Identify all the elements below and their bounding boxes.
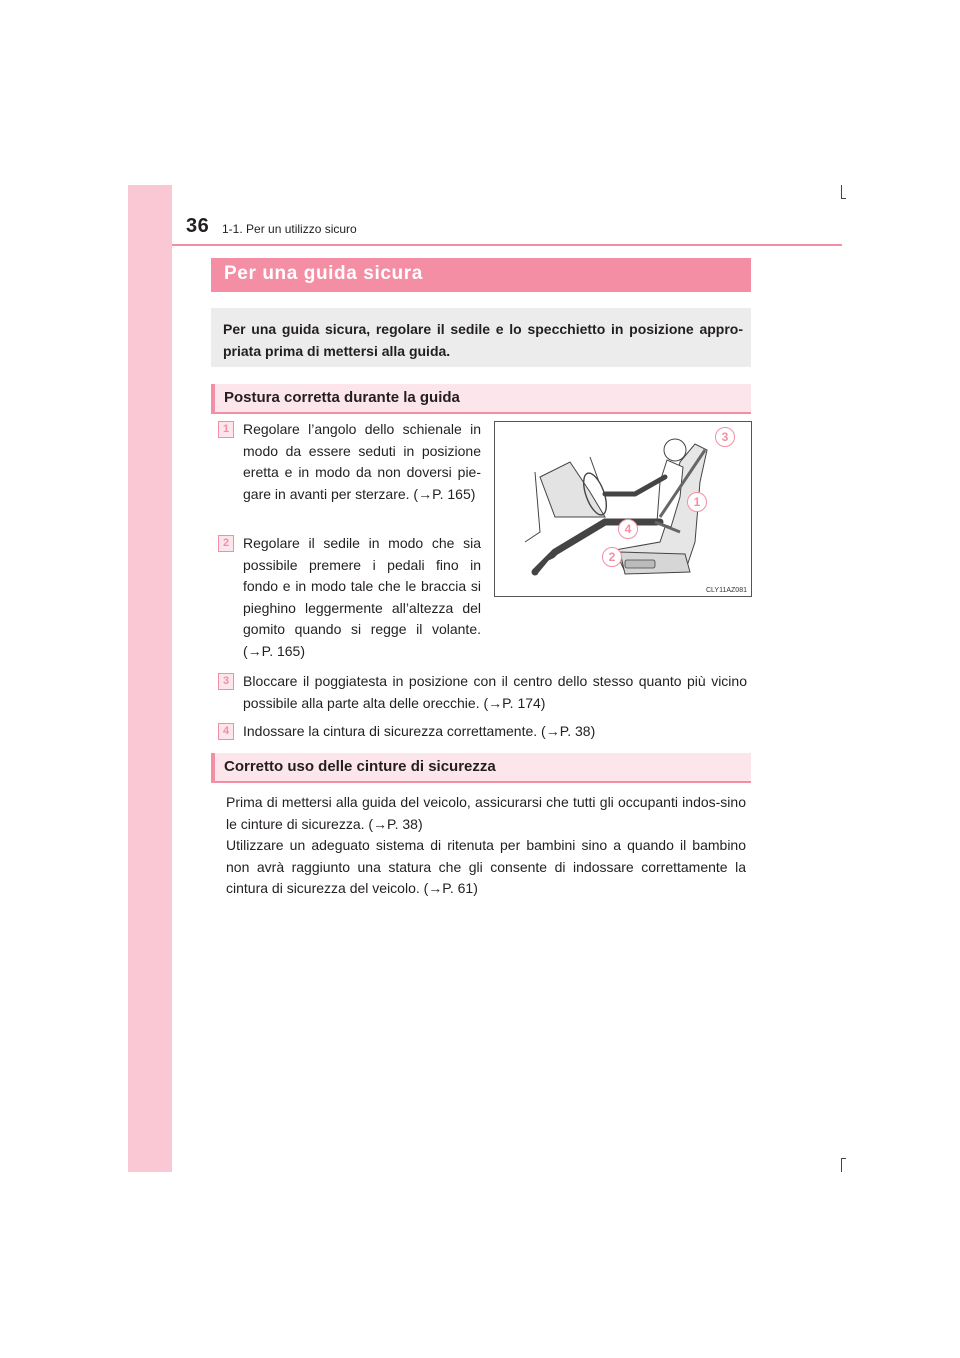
subheading-seatbelts bbox=[211, 753, 751, 783]
figure-code: CLY11AZ081 bbox=[706, 587, 747, 594]
seatbelts-paragraph-2: Utilizzare un adeguato sistema di ritenuta per bambini sino a quando il bambino non avrà raggiunto una statura che gli consente di indossare correttamente la cintura di sicurezza del veicolo. (→P. 61) bbox=[226, 837, 746, 897]
running-header: 1-1. Per un utilizzo sicuro bbox=[222, 222, 357, 236]
figure-callout-1: 1 bbox=[687, 492, 707, 512]
posture-item-4-text: Indossare la cintura di sicurezza correttamente. (→P. 38) bbox=[243, 723, 596, 739]
seatbelts-paragraph-1: Prima di mettersi alla guida del veicolo, assicurarsi che tutti gli occupanti indos-sino le cinture di sicurezza. (→P. 38) bbox=[226, 794, 746, 832]
chapter-side-band bbox=[128, 185, 172, 1172]
driver-seat-drawing bbox=[495, 422, 751, 596]
figure-callout-3: 3 bbox=[715, 427, 735, 447]
figure-callout-4: 4 bbox=[618, 519, 638, 539]
section-title-bar bbox=[211, 258, 751, 292]
item-number-badge: 1 bbox=[218, 421, 234, 438]
item-number-badge: 2 bbox=[218, 535, 234, 552]
posture-item-3-text: Bloccare il poggiatesta in posizione con il centro dello stesso quanto più vicino possibile alla parte alta delle orecchie. (→P. 174) bbox=[243, 673, 747, 711]
crop-mark-bottom-tick bbox=[841, 1158, 846, 1159]
section-title: Per una guida sicura bbox=[224, 263, 423, 284]
page-number: 36 bbox=[186, 215, 210, 237]
crop-mark-top-tick bbox=[841, 198, 846, 199]
driving-posture-illustration bbox=[494, 421, 752, 597]
posture-item-1-text: Regolare l’angolo dello schienale in modo da essere seduti in posizione eretta e in modo da non doversi pie-gare in avanti per sterzare. (→P. 165) bbox=[243, 421, 481, 502]
intro-box bbox=[211, 308, 751, 367]
subheading-posture bbox=[211, 384, 751, 414]
crop-mark-bottom bbox=[841, 1158, 842, 1172]
intro-text: Per una guida sicura, regolare il sedile e lo specchietto in posizione appro-priata prima di mettersi alla guida. bbox=[223, 321, 743, 359]
item-number-badge: 4 bbox=[218, 723, 234, 740]
subheading-seatbelts-label: Corretto uso delle cinture di sicurezza bbox=[224, 758, 496, 775]
header-rule bbox=[172, 244, 842, 246]
subheading-posture-label: Postura corretta durante la guida bbox=[224, 389, 460, 406]
figure-callout-2: 2 bbox=[602, 547, 622, 567]
posture-item-2-text: Regolare il sedile in modo che sia possibile premere i pedali fino in fondo e in modo tale che le braccia si pieghino leggermente all’altezza del gomito quando si regge il volante. (→P. 165) bbox=[243, 535, 481, 659]
item-number-badge: 3 bbox=[218, 673, 234, 690]
crop-mark-top bbox=[841, 185, 842, 199]
